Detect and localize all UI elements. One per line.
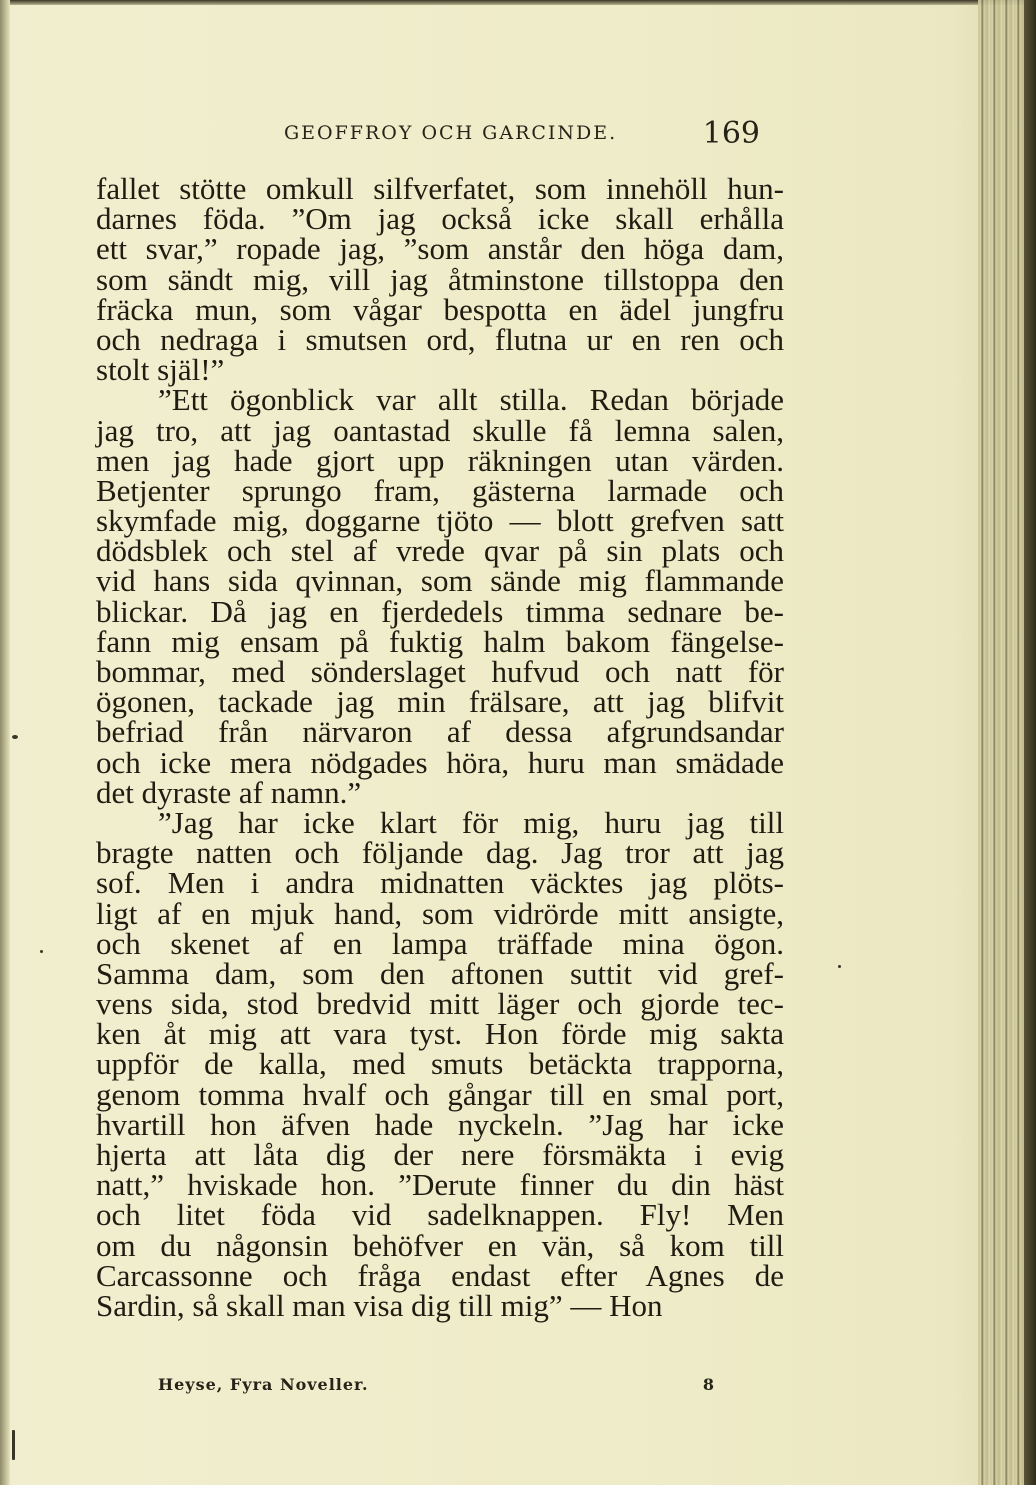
text-line: bommar, med sönderslaget hufvud och natt för: [96, 654, 784, 689]
text-line: genom tomma hvalf och gångar till en smal port,: [96, 1076, 784, 1112]
page-left-edge: [0, 0, 10, 1485]
text-line: fann mig ensam på fuktig halm bakom fängelse-: [96, 623, 784, 659]
text-line: som sändt mig, vill jag åtminstone tillstoppa den: [96, 261, 784, 297]
text-line: vens sida, stod bredvid mitt läger och gjorde tec-: [96, 986, 784, 1022]
text-line: och skenet af en lampa träffade mina ögon.: [96, 925, 784, 961]
text-line: blickar. Då jag en fjerdedels timma sednare be-: [96, 593, 784, 629]
text-line: natt,” hviskade hon. ”Derute finner du din häst: [96, 1167, 784, 1203]
text-line: hvartill hon äfven hade nyckeln. ”Jag har icke: [96, 1106, 784, 1142]
text-line: bragte natten och följande dag. Jag tror att jag: [96, 835, 784, 871]
text-line: ögonen, tackade jag min frälsare, att jag blifvit: [96, 684, 784, 720]
text-line: ”Ett ögonblick var allt stilla. Redan började: [158, 382, 784, 418]
text-line: Samma dam, som den aftonen suttit vid gref-: [96, 955, 784, 991]
book-binding-shadow: [1024, 0, 1036, 1485]
footer-signature: Heyse, Fyra Noveller.: [158, 1375, 369, 1394]
print-speck: [12, 1430, 15, 1460]
text-line: fräcka mun, som vågar bespotta en ädel jungfru: [96, 291, 784, 327]
footer-signature-mark: 8: [702, 1375, 714, 1394]
print-speck: [838, 965, 841, 968]
print-speck: [40, 950, 43, 953]
text-line: sof. Men i andra midnatten väcktes jag plöts-: [96, 865, 784, 901]
page-footer: [158, 1375, 714, 1401]
text-line: och icke mera nödgades höra, huru man smädade: [96, 744, 784, 780]
page-number: 169: [702, 116, 760, 151]
text-line: fallet stötte omkull silfverfatet, som innehöll hun-: [96, 171, 784, 206]
page-top-edge: [0, 0, 1036, 5]
text-line: darnes föda. ”Om jag också icke skall erhålla: [96, 201, 784, 237]
text-line: uppför de kalla, med smuts betäckta trapporna,: [96, 1046, 784, 1082]
text-line: vid hans sida qvinnan, som sände mig flammande: [96, 563, 784, 599]
text-line: och nedraga i smutsen ord, flutna ur en ren och: [96, 321, 784, 357]
text-line: Sardin, så skall man visa dig till mig” — Hon: [96, 1287, 663, 1323]
text-line: Betjenter sprungo fram, gästerna larmade och: [96, 472, 784, 508]
text-line: ”Jag har icke klart för mig, huru jag till: [158, 804, 784, 840]
text-line: om du någonsin behöfver en vän, så kom till: [96, 1227, 784, 1263]
text-line: men jag hade gjort upp räkningen utan värden.: [96, 442, 784, 478]
text-line: och litet föda vid sadelknappen. Fly! Men: [96, 1197, 784, 1233]
text-line: det dyraste af namn.”: [96, 774, 362, 810]
text-line: jag tro, att jag oantastad skulle få lemna salen,: [96, 412, 784, 448]
running-title: GEOFFROY OCH GARCINDE.: [284, 122, 618, 144]
text-line: ett svar,” ropade jag, ”som anstår den höga dam,: [96, 231, 784, 267]
body-text: [96, 171, 784, 1323]
running-head: [284, 116, 760, 152]
text-line: Carcassonne och fråga endast efter Agnes de: [96, 1257, 784, 1293]
print-speck: [12, 735, 18, 739]
text-line: stolt själ!”: [96, 352, 225, 388]
text-line: befriad från närvaron af dessa afgrundsandar: [96, 714, 784, 750]
text-line: dödsblek och stel af vrede qvar på sin plats och: [96, 533, 784, 569]
text-line: ken åt mig att vara tyst. Hon förde mig sakta: [96, 1016, 784, 1052]
text-line: hjerta att låta dig der nere försmäkta i evig: [96, 1137, 784, 1172]
text-line: ligt af en mjuk hand, som vidrörde mitt ansigte,: [96, 895, 784, 931]
text-line: skymfade mig, doggarne tjöto — blott grefven satt: [96, 503, 784, 539]
